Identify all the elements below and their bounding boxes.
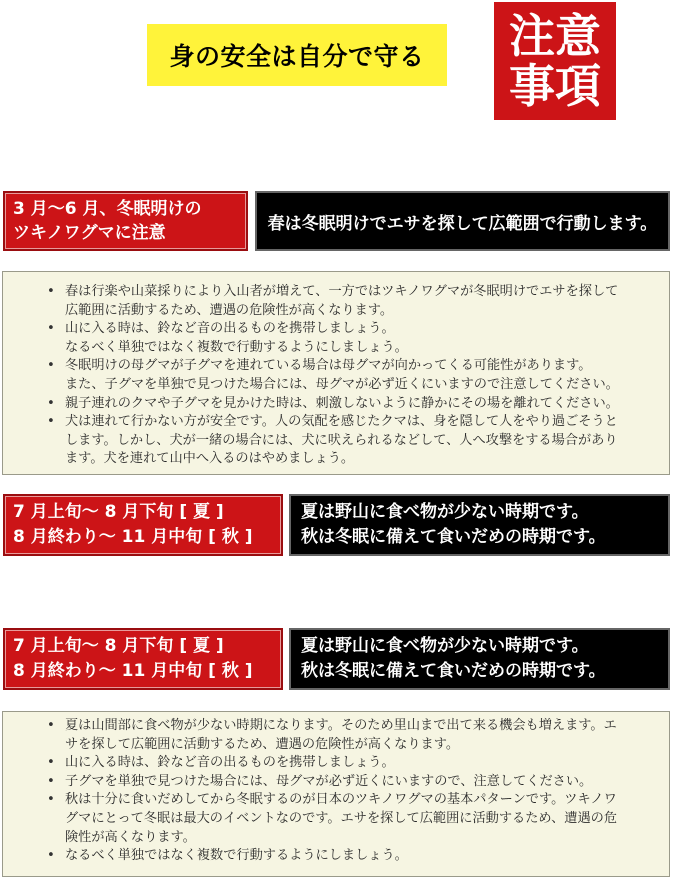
list-item xyxy=(65,357,669,394)
spring-period-line1: 3 月〜6 月、冬眠明けの xyxy=(13,199,202,219)
spring-advice-box xyxy=(2,271,670,475)
list-item xyxy=(65,320,669,357)
caution-text-line1: 注意 xyxy=(509,9,601,63)
list-item xyxy=(65,395,669,414)
slogan-text: 身の安全は自分で守る xyxy=(169,42,425,71)
list-item-line: • 親子連れのクマや子グマを見かけた時は、刺激しないように静かにその場を離れてください。 xyxy=(65,395,619,411)
summer-autumn-period-banner-2 xyxy=(3,628,283,690)
summer-autumn-period-banner xyxy=(3,494,283,556)
list-item-line: • 犬は連れて行かない方が安全です。人の気配を感じたクマは、身を隠して人をやり過ごそうと xyxy=(65,414,618,430)
list-item-line: また、子グマを単独で見つけた場合には、母グマが必ず近くにいますので注意してください。 xyxy=(65,376,619,392)
spring-period-line2: ツキノワグマに注意 xyxy=(13,223,166,243)
list-item-line: • 春は行楽や山菜採りにより入山者が増えて、一方ではツキノワグマが冬眠明けでエサを探して xyxy=(65,284,619,299)
slogan-banner xyxy=(147,24,447,86)
summer-summary-text: 夏は野山に食べ物が少ない時期です。 xyxy=(301,502,589,522)
caution-text-line2: 事項 xyxy=(509,59,601,113)
list-item-line: • 山に入る時は、鈴など音の出るものを携帯しましょう。 xyxy=(65,755,395,771)
list-item-line: サを探して広範囲に活動するため、遭遇の危険性が高くなります。 xyxy=(65,736,460,752)
spring-summary-banner xyxy=(255,191,670,251)
spring-summary-text: 春は冬眠明けでエサを探して広範囲で行動します。 xyxy=(267,213,658,234)
list-item-line: 広範囲に活動するため、遭遇の危険性が高くなります。 xyxy=(65,302,394,318)
list-item xyxy=(65,847,669,866)
autumn-period-text: 8 月終わり〜 11 月中旬 [ 秋 ] xyxy=(13,527,253,547)
autumn-period-text: 8 月終わり〜 11 月中旬 [ 秋 ] xyxy=(13,661,253,681)
list-item xyxy=(65,413,669,469)
summer-autumn-advice-box xyxy=(2,711,670,877)
caution-badge xyxy=(494,2,616,120)
list-item xyxy=(65,773,669,792)
list-item-line: • 子グマを単独で見つけた場合には、母グマが必ず近くにいますので、注意してください。 xyxy=(65,773,593,789)
summer-period-text: 7 月上旬〜 8 月下旬 [ 夏 ] xyxy=(13,636,224,656)
list-item-line: • 山に入る時は、鈴など音の出るものを携帯しましょう。 xyxy=(65,321,395,337)
list-item-line: • 夏は山間部に食べ物が少ない時期になります。そのため里山まで出て来る機会も増えます。エ xyxy=(65,718,617,733)
autumn-summary-text: 秋は冬眠に備えて食いだめの時期です。 xyxy=(301,527,606,547)
list-item-line: • 冬眠明けの母グマが子グマを連れている場合は母グマが向かってくる可能性があります。 xyxy=(65,358,592,374)
list-item xyxy=(65,283,669,320)
list-item-line: ます。犬を連れて山中へ入るのはやめましょう。 xyxy=(65,451,355,467)
summer-autumn-advice-list xyxy=(3,717,669,866)
spring-advice-list xyxy=(3,283,669,469)
list-item-line: なるべく単独ではなく複数で行動するようにしましょう。 xyxy=(65,339,408,355)
summer-period-text: 7 月上旬〜 8 月下旬 [ 夏 ] xyxy=(13,502,224,522)
list-item xyxy=(65,717,669,754)
summer-autumn-summary-banner xyxy=(289,494,670,556)
list-item xyxy=(65,754,669,773)
list-item-line: • なるべく単独ではなく複数で行動するようにしましょう。 xyxy=(65,848,408,864)
list-item-line: グマにとって冬眠は最大のイベントなのです。エサを探して広範囲に活動するため、遭遇の危 xyxy=(65,810,618,826)
summer-autumn-summary-banner-2 xyxy=(289,628,670,690)
autumn-summary-text: 秋は冬眠に備えて食いだめの時期です。 xyxy=(301,661,606,681)
list-item-line: します。しかし、犬が一緒の場合には、犬に吠えられるなどして、人へ攻撃をする場合があり xyxy=(65,432,618,448)
spring-period-banner xyxy=(3,191,248,251)
summer-summary-text: 夏は野山に食べ物が少ない時期です。 xyxy=(301,636,589,656)
list-item xyxy=(65,791,669,847)
list-item-line: 険性が高くなります。 xyxy=(65,829,196,845)
list-item-line: • 秋は十分に食いだめしてから冬眠するのが日本のツキノワグマの基本パターンです。ツキノワ xyxy=(65,792,617,808)
